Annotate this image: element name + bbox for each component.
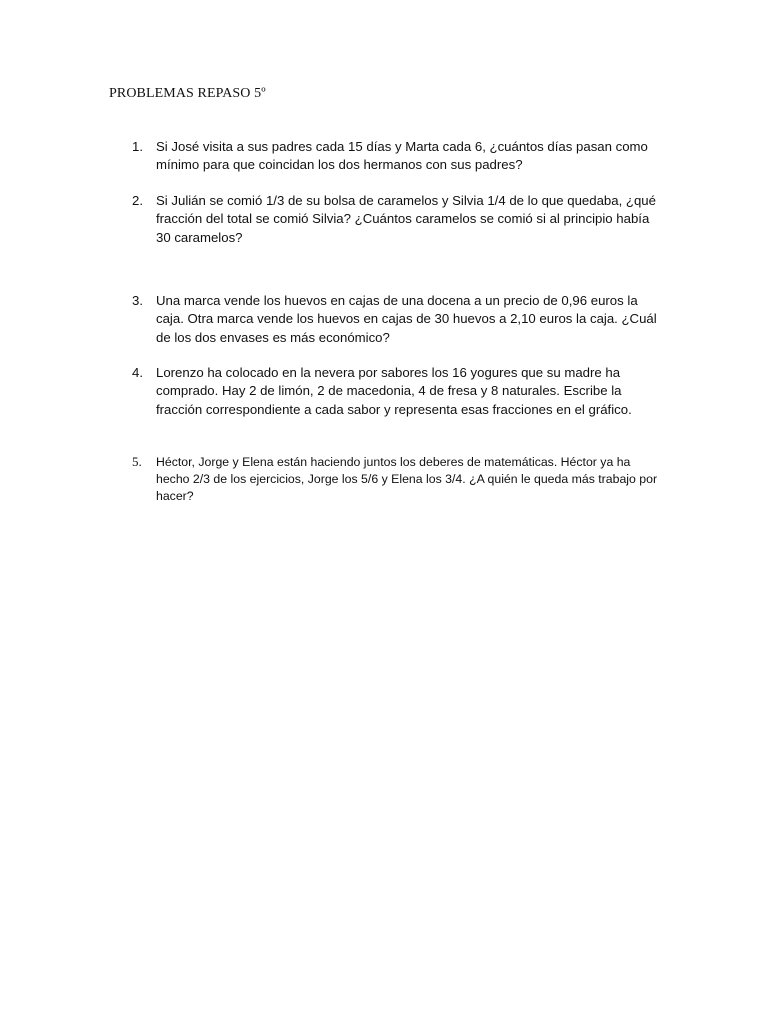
problem-number: 2. — [132, 193, 143, 208]
problem-text: Héctor, Jorge y Elena están haciendo juntos los deberes de matemáticas. Héctor ya ha hecho 2/3 de los ejercicios, Jorge los 5/6 y Elena los 3/4. ¿A quién le queda más trabajo por hacer? — [156, 455, 658, 503]
problem-item-3 — [132, 292, 672, 347]
problem-item-1 — [132, 138, 672, 175]
problem-number: 4. — [132, 365, 143, 380]
problem-number: 1. — [132, 139, 143, 154]
problem-text: Una marca vende los huevos en cajas de una docena a un precio de 0,96 euros la caja. Otra marca vende los huevos en cajas de 30 huevos a 2,10 euros la caja. ¿Cuál de los dos envases es más económico? — [156, 293, 657, 345]
problem-item-4 — [132, 364, 672, 419]
problem-number: 5. — [132, 454, 142, 469]
problem-item-5 — [132, 454, 672, 504]
problem-text: Si Julián se comió 1/3 de su bolsa de caramelos y Silvia 1/4 de lo que quedaba, ¿qué fracción del total se comió Silvia? ¿Cuántos caramelos se comió si al principio había 30 caramelos? — [156, 193, 656, 245]
problem-number: 3. — [132, 293, 143, 308]
problem-item-2 — [132, 192, 672, 247]
problem-text: Lorenzo ha colocado en la nevera por sabores los 16 yogures que su madre ha comprado. Hay 2 de limón, 2 de macedonia, 4 de fresa y 8 naturales. Escribe la fracción correspondiente a cada sabor y representa esas fracciones en el gráfico. — [156, 365, 632, 417]
problem-text: Si José visita a sus padres cada 15 días y Marta cada 6, ¿cuántos días pasan como mínimo para que coincidan los dos hermanos con sus padres? — [156, 139, 648, 173]
page-title: PROBLEMAS REPASO 5º — [109, 86, 266, 101]
